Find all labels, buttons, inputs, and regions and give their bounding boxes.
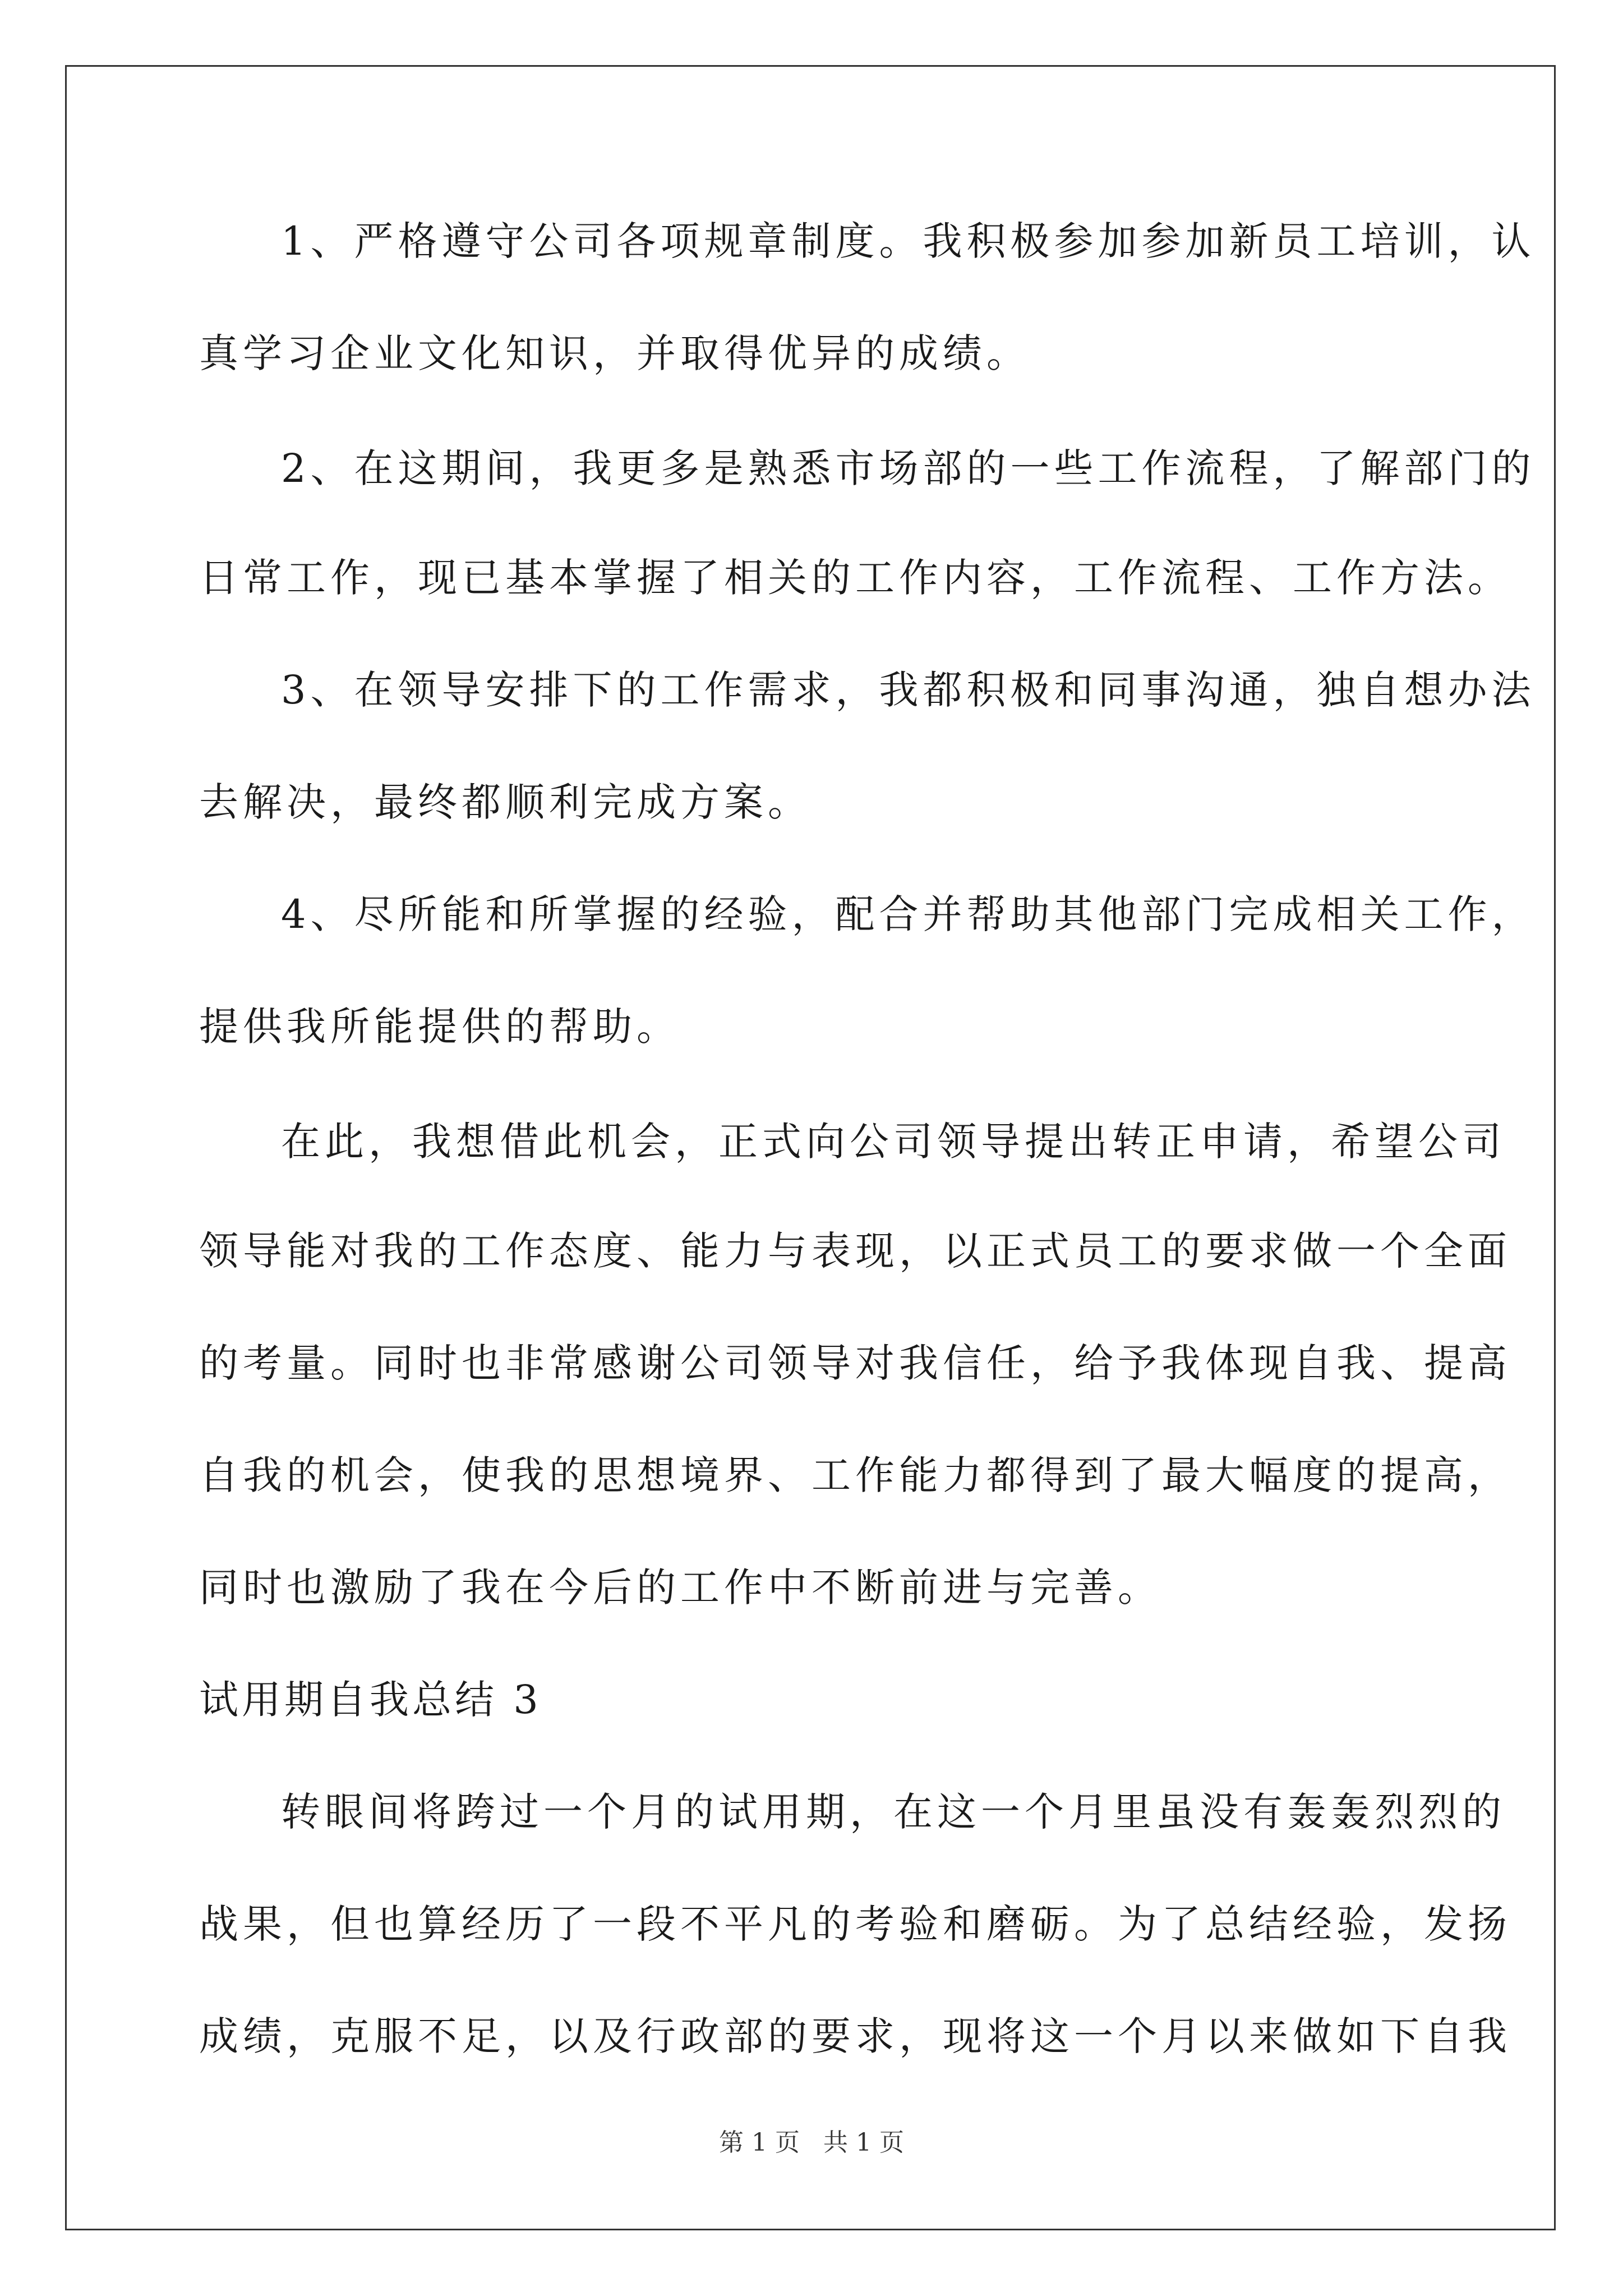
paragraph-line: 自我的机会，使我的思想境界、工作能力都得到了最大幅度的提高， <box>199 1452 1511 1498</box>
paragraph-line: 提供我所能提供的帮助。 <box>199 1004 680 1050</box>
paragraph-line: 3、在领导安排下的工作需求，我都积极和同事沟通，独自想办法 <box>281 667 1536 713</box>
paragraph-line: 4、尽所能和所掌握的经验，配合并帮助其他部门完成相关工作， <box>281 891 1536 937</box>
page-number-footer: 第 1 页 共 1 页 <box>719 2128 904 2157</box>
paragraph-line: 成绩，克服不足，以及行政部的要求，现将这一个月以来做如下自我 <box>199 2013 1511 2059</box>
paragraph-line: 1、严格遵守公司各项规章制度。我积极参加参加新员工培训，认 <box>281 218 1536 264</box>
paragraph-line: 的考量。同时也非常感谢公司领导对我信任，给予我体现自我、提高 <box>199 1340 1511 1386</box>
section-heading: 试用期自我总结 3 <box>199 1677 542 1723</box>
paragraph-line: 去解决，最终都顺利完成方案。 <box>199 779 811 825</box>
paragraph-line: 日常工作，现已基本掌握了相关的工作内容，工作流程、工作方法。 <box>199 555 1511 601</box>
paragraph-line: 同时也激励了我在今后的工作中不断前进与完善。 <box>199 1565 1161 1611</box>
paragraph-line: 真学习企业文化知识，并取得优异的成绩。 <box>199 330 1030 376</box>
paragraph-line: 在此，我想借此机会，正式向公司领导提出转正申请，希望公司 <box>281 1119 1506 1165</box>
paragraph-line: 领导能对我的工作态度、能力与表现，以正式员工的要求做一个全面 <box>199 1228 1511 1274</box>
paragraph-line: 2、在这期间，我更多是熟悉市场部的一些工作流程，了解部门的 <box>281 445 1536 491</box>
paragraph-line: 转眼间将跨过一个月的试用期，在这一个月里虽没有轰轰烈烈的 <box>281 1789 1506 1835</box>
paragraph-line: 战果，但也算经历了一段不平凡的考验和磨砺。为了总结经验，发扬 <box>199 1901 1511 1947</box>
